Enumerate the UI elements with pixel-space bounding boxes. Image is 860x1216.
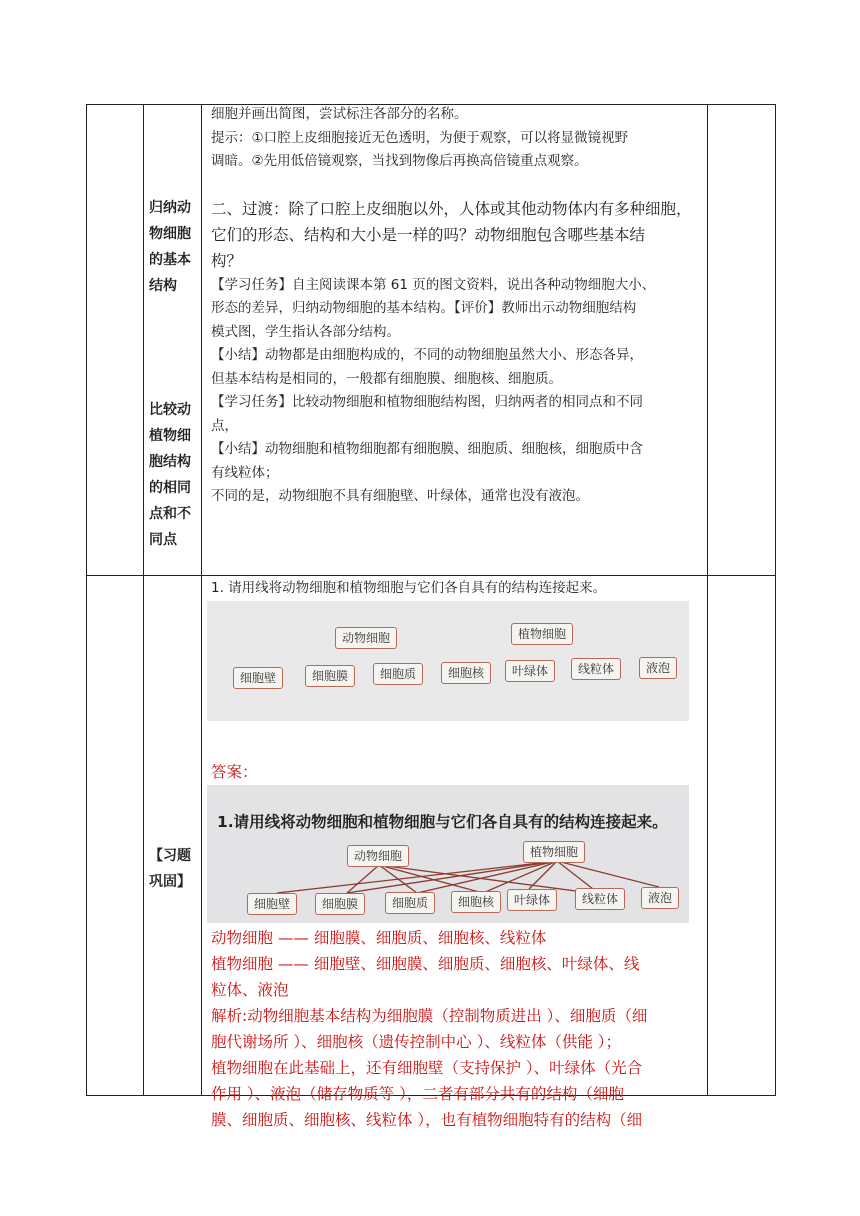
text-line: 但基本结构是相同的，一般都有细胞膜、细胞核、细胞质。: [211, 370, 562, 387]
row1-content: [211, 103, 703, 509]
text-line: 【小结】动物都是由细胞构成的，不同的动物细胞虽然大小、形态各异，: [211, 347, 643, 363]
structure-box: 线粒体: [575, 888, 625, 910]
text-line: 形态的差异，归纳动物细胞的基本结构。【评价】教师出示动物细胞结构: [211, 300, 637, 316]
analysis-line: 作用 ）、液泡（储存物质等 ），二者有部分共有的结构（细胞: [211, 1084, 624, 1103]
photo-title: 1.请用线将动物细胞和植物细胞与它们各自具有的结构连接起来。: [217, 812, 668, 831]
plant-cell-box: 植物细胞: [511, 623, 573, 645]
structure-box: 叶绿体: [507, 889, 557, 911]
answer-photo: [207, 785, 689, 923]
transition-line: 构？: [211, 251, 243, 270]
lesson-table: [86, 104, 776, 1129]
answer-line: 植物细胞 —— 细胞壁、细胞膜、细胞质、细胞核、叶绿体、线: [211, 954, 640, 973]
table-column-divider: [707, 105, 708, 1095]
animal-cell-box: 动物细胞: [335, 627, 397, 649]
label-line: 点和不: [149, 506, 191, 522]
text-line: 不同的是，动物细胞不具有细胞壁、叶绿体，通常也没有液泡。: [211, 488, 589, 504]
transition-line: 二、过渡：除了口腔上皮细胞以外，人体或其他动物体内有多种细胞，: [211, 199, 692, 218]
analysis-line: 植物细胞在此基础上，还有细胞壁（支持保护 ）、叶绿体（光合: [211, 1058, 643, 1077]
structure-box: 细胞核: [451, 891, 501, 913]
section-label-animal-cell-structure: [145, 195, 205, 299]
section-label-exercise: [145, 843, 205, 895]
table-row-divider: [87, 575, 775, 576]
analysis-line: 膜、细胞质、细胞核、线粒体 ），也有植物细胞特有的结构（细: [211, 1110, 643, 1129]
text-line: 点，: [211, 417, 238, 434]
label-line: 的基本: [149, 252, 191, 268]
analysis-line: 解析:动物细胞基本结构为细胞膜（控制物质进出 ）、细胞质（细: [211, 1006, 648, 1025]
row2-content: [211, 577, 703, 1133]
answer-line: 动物细胞 —— 细胞膜、细胞质、细胞核、线粒体: [211, 928, 547, 947]
label-line: 植物细: [149, 428, 191, 444]
structure-box: 细胞质: [385, 892, 435, 914]
text-line: 模式图，学生指认各部分结构。: [211, 323, 400, 340]
section-label-compare-cells: [145, 397, 205, 553]
exercise-photo: [207, 601, 689, 721]
analysis-line: 胞代谢场所 ）、细胞核（遗传控制中心 ）、线粒体（供能 ）；: [211, 1032, 622, 1051]
label-line: 归纳动: [149, 200, 191, 216]
structure-box: 线粒体: [571, 658, 621, 680]
text-line: 提示：①口腔上皮细胞接近无色透明，为便于观察，可以将显微镜视野: [211, 129, 629, 146]
structure-box: 细胞壁: [233, 667, 283, 689]
animal-cell-box: 动物细胞: [347, 845, 409, 867]
label-line: 巩固】: [149, 874, 191, 890]
structure-box: 细胞壁: [247, 893, 297, 915]
structure-box: 液泡: [641, 887, 679, 909]
plant-cell-box: 植物细胞: [523, 841, 585, 863]
label-line: 【习题: [149, 848, 191, 864]
structure-box: 细胞膜: [305, 665, 355, 687]
structure-box: 细胞膜: [315, 893, 365, 915]
structure-box: 细胞质: [373, 663, 423, 685]
transition-line: 它们的形态、结构和大小是一样的吗？动物细胞包含哪些基本结: [211, 225, 646, 244]
question-text: 1. 请用线将动物细胞和植物细胞与它们各自具有的结构连接起来。: [211, 580, 607, 596]
text-line: 细胞并画出简图，尝试标注各部分的名称。: [211, 106, 468, 122]
label-line: 比较动: [149, 402, 191, 418]
label-line: 同点: [149, 532, 177, 548]
text-line: 【学习任务】自主阅读课本第 61 页的图文资料，说出各种动物细胞大小、: [211, 276, 656, 293]
answer-line: 粒体、液泡: [211, 980, 289, 999]
text-line: 有线粒体；: [211, 464, 279, 481]
label-line: 结构: [149, 278, 177, 294]
label-line: 胞结构: [149, 454, 191, 470]
text-line: 【学习任务】比较动物细胞和植物细胞结构图，归纳两者的相同点和不同: [211, 394, 643, 410]
answer-label: 答案：: [211, 762, 258, 781]
structure-box: 液泡: [639, 657, 677, 679]
text-line: 【小结】动物细胞和植物细胞都有细胞膜、细胞质、细胞核，细胞质中含: [211, 441, 643, 457]
label-line: 的相同: [149, 480, 191, 496]
label-line: 物细胞: [149, 226, 191, 242]
table-column-divider: [143, 105, 144, 1095]
structure-box: 叶绿体: [505, 660, 555, 682]
text-line: 调暗。②先用低倍镜观察，当找到物像后再换高倍镜重点观察。: [211, 153, 588, 169]
structure-box: 细胞核: [441, 662, 491, 684]
